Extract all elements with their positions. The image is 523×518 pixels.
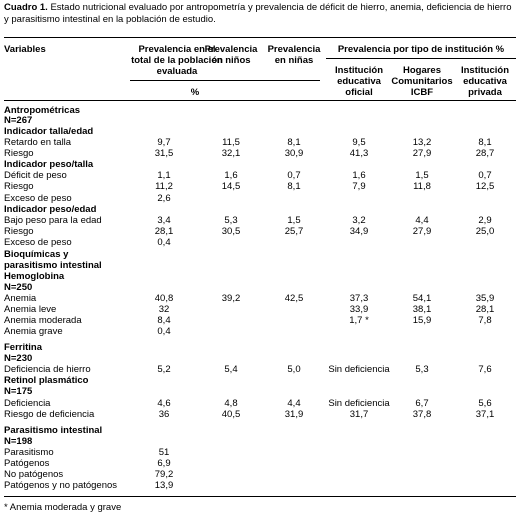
header-icbf: Hogares Comunitarios ICBF [391, 65, 453, 98]
section-label: Indicador peso/edad [4, 204, 97, 215]
cell-total: 6,9 [157, 458, 171, 469]
header-privada: Institución educativa privada [460, 65, 510, 98]
cell-total: 5,2 [157, 364, 171, 375]
cell-icbf: 54,1 [412, 293, 432, 304]
cell-oficial: 3,2 [352, 215, 366, 226]
cell-privada: 5,6 [478, 398, 492, 409]
cell-total: 40,8 [154, 293, 174, 304]
row-label: Anemia moderada [4, 315, 82, 326]
cell-total: 2,6 [157, 193, 171, 204]
cell-total: 4,6 [157, 398, 171, 409]
cell-icbf: 27,9 [412, 148, 432, 159]
cell-privada: 28,7 [475, 148, 495, 159]
row-label: Deficiencia [4, 398, 51, 409]
section-label: Indicador peso/talla [4, 159, 94, 170]
row-label: Bajo peso para la edad [4, 215, 102, 226]
cell-ninas: 8,1 [287, 137, 301, 148]
header-bottom-rule [4, 100, 516, 101]
cell-ninos: 5,4 [224, 364, 238, 375]
cell-oficial: 1,7 * [349, 315, 369, 326]
cell-icbf: 11,8 [413, 181, 431, 192]
row-label: Riesgo [4, 148, 34, 159]
cell-total: 0,4 [157, 326, 171, 337]
section-label: N=230 [4, 353, 33, 364]
cell-privada: 7,6 [478, 364, 492, 375]
header-tipo: Prevalencia por tipo de institución % [337, 44, 505, 55]
row-label: Deficiencia de hierro [4, 364, 91, 375]
cell-oficial: Sin deficiencia [328, 398, 390, 409]
cell-total: 36 [158, 409, 170, 420]
section-label: Ferritina [4, 342, 43, 353]
row-label: Déficit de peso [4, 170, 67, 181]
cell-privada: 25,0 [475, 226, 495, 237]
cell-icbf: 6,7 [415, 398, 429, 409]
cell-total: 51 [158, 447, 170, 458]
cell-oficial: 41,3 [349, 148, 369, 159]
cell-ninos: 11,5 [222, 137, 240, 148]
section-label: Indicador talla/edad [4, 126, 94, 137]
cell-icbf: 15,9 [412, 315, 432, 326]
cell-privada: 35,9 [475, 293, 495, 304]
row-label: Riesgo [4, 181, 34, 192]
cell-oficial: Sin deficiencia [328, 364, 390, 375]
cell-ninos: 40,5 [221, 409, 241, 420]
cell-icbf: 5,3 [415, 364, 429, 375]
cell-oficial: 34,9 [349, 226, 369, 237]
section-label: N=175 [4, 386, 33, 397]
section-label: parasitismo intestinal [4, 260, 102, 271]
cell-total: 79,2 [154, 469, 174, 480]
cell-icbf: 4,4 [415, 215, 429, 226]
cell-ninos: 32,1 [221, 148, 241, 159]
section-label: N=198 [4, 436, 33, 447]
cell-privada: 37,1 [475, 409, 495, 420]
cell-ninos: 14,5 [221, 181, 241, 192]
cell-privada: 7,8 [478, 315, 492, 326]
row-label: Riesgo de deficiencia [4, 409, 95, 420]
cell-privada: 2,9 [478, 215, 492, 226]
cell-icbf: 13,2 [412, 137, 432, 148]
cell-ninas: 30,9 [284, 148, 304, 159]
cell-icbf: 1,5 [415, 170, 429, 181]
section-label: Hemoglobina [4, 271, 65, 282]
cell-total: 32 [158, 304, 170, 315]
row-label: Patógenos [4, 458, 50, 469]
bottom-rule [4, 496, 516, 497]
cell-icbf: 37,8 [412, 409, 432, 420]
header-variables: Variables [4, 44, 46, 55]
cell-ninas: 0,7 [287, 170, 301, 181]
cell-privada: 12,5 [475, 181, 495, 192]
cell-ninos: 39,2 [221, 293, 241, 304]
header-ninos: Prevalencia en niños [204, 44, 258, 66]
section-label: N=250 [4, 282, 33, 293]
cell-privada: 0,7 [478, 170, 492, 181]
cell-oficial: 7,9 [352, 181, 366, 192]
cell-total: 3,4 [157, 215, 171, 226]
cell-oficial: 31,7 [349, 409, 369, 420]
row-label: Exceso de peso [4, 237, 72, 248]
header-oficial: Institución educativa oficial [334, 65, 384, 98]
cell-ninas: 8,1 [287, 181, 301, 192]
section-label: Retinol plasmático [4, 375, 89, 386]
cell-ninos: 30,5 [221, 226, 241, 237]
top-rule [4, 37, 516, 38]
cell-oficial: 33,9 [349, 304, 369, 315]
cell-ninas: 31,9 [284, 409, 304, 420]
cell-ninas: 4,4 [287, 398, 301, 409]
cell-ninos: 1,6 [224, 170, 238, 181]
cell-privada: 8,1 [478, 137, 492, 148]
cell-icbf: 27,9 [412, 226, 432, 237]
cell-ninas: 42,5 [284, 293, 304, 304]
cell-oficial: 9,5 [352, 137, 366, 148]
row-label: Parasitismo [4, 447, 54, 458]
caption-text: Estado nutricional evaluado por antropometría y prevalencia de déficit de hierro, anemia, deficiencia de hierro y parasitismo intestinal en la población de estudio. [4, 2, 512, 25]
caption-label: Cuadro 1. [4, 2, 48, 13]
cell-total: 11,2 [155, 181, 173, 192]
percent-rule [130, 80, 320, 81]
row-label: No patógenos [4, 469, 64, 480]
row-label: Exceso de peso [4, 193, 72, 204]
cell-oficial: 37,3 [349, 293, 369, 304]
row-label: Riesgo [4, 226, 34, 237]
cell-ninos: 5,3 [224, 215, 238, 226]
cell-ninas: 25,7 [284, 226, 304, 237]
section-label: N=267 [4, 115, 33, 126]
cell-icbf: 38,1 [412, 304, 432, 315]
cell-total: 9,7 [157, 137, 171, 148]
row-label: Anemia leve [4, 304, 57, 315]
cell-privada: 28,1 [475, 304, 495, 315]
header-total: Prevalencia en el total de la población evaluada [131, 44, 223, 77]
row-label: Anemia [4, 293, 37, 304]
section-label: Parasitismo intestinal [4, 425, 103, 436]
row-label: Retardo en talla [4, 137, 72, 148]
cell-total: 0,4 [157, 237, 171, 248]
cell-total: 31,5 [154, 148, 174, 159]
cell-total: 13,9 [154, 480, 174, 491]
header-ninas: Prevalencia en niñas [267, 44, 321, 66]
cell-total: 8,4 [157, 315, 171, 326]
cell-total: 1,1 [157, 170, 171, 181]
section-label: Bioquímicas y [4, 249, 69, 260]
section-label: Antropométricas [4, 105, 81, 116]
cell-ninas: 5,0 [287, 364, 301, 375]
cell-ninos: 4,8 [224, 398, 238, 409]
cell-oficial: 1,6 [352, 170, 366, 181]
row-label: Anemia grave [4, 326, 63, 337]
header-percent: % [190, 87, 200, 98]
footnote: * Anemia moderada y grave [4, 502, 122, 513]
subheader-rule [326, 58, 516, 59]
cell-ninas: 1,5 [287, 215, 301, 226]
cell-total: 28,1 [154, 226, 174, 237]
row-label: Patógenos y no patógenos [4, 480, 118, 491]
table-caption [4, 2, 516, 26]
